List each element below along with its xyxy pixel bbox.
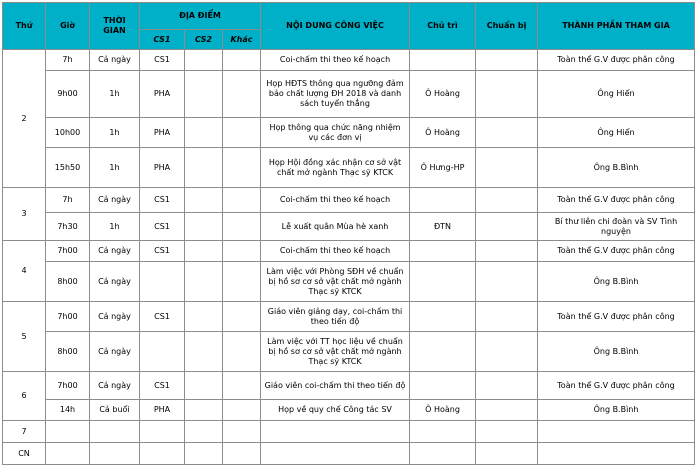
weekly-schedule-table [2, 2, 695, 465]
header-time: Giờ [46, 3, 90, 50]
duration-cell: Cả ngày [90, 241, 140, 262]
chair-cell [410, 241, 476, 262]
chair-cell: Ô Hoàng [410, 400, 476, 421]
cs1-cell: CS1 [140, 372, 185, 400]
cs2-cell [185, 118, 223, 148]
other-cell [223, 50, 261, 71]
duration-cell: Cả ngày [90, 372, 140, 400]
participants-cell [538, 443, 695, 465]
participants-cell: Toàn thể G.V được phân công [538, 50, 695, 71]
chair-cell: Ô Hoàng [410, 71, 476, 118]
chair-cell: ĐTN [410, 213, 476, 241]
time-cell: 9h00 [46, 71, 90, 118]
cs1-cell: PHA [140, 400, 185, 421]
prep-cell [476, 50, 538, 71]
day-cell: 7 [3, 421, 46, 443]
cs2-cell [185, 332, 223, 372]
prep-cell [476, 262, 538, 302]
day-cell: 2 [3, 50, 46, 188]
participants-cell: Ông Hiển [538, 118, 695, 148]
table-row [3, 302, 695, 332]
cs1-cell [140, 421, 185, 443]
other-cell [223, 188, 261, 213]
content-cell: Giáo viên coi-chấm thi theo tiến độ [261, 372, 410, 400]
time-cell: 15h50 [46, 148, 90, 188]
table-row [3, 188, 695, 213]
duration-cell: 1h [90, 71, 140, 118]
duration-cell: 1h [90, 118, 140, 148]
table-row [3, 262, 695, 302]
content-cell: Họp Hội đồng xác nhận cơ sở vật chất mở ngành Thạc sỹ KTCK [261, 148, 410, 188]
header-day: Thứ [3, 3, 46, 50]
participants-cell: Ông B.Bình [538, 332, 695, 372]
time-cell: 7h00 [46, 302, 90, 332]
time-cell: 10h00 [46, 118, 90, 148]
header-chair: Chủ trì [410, 3, 476, 50]
prep-cell [476, 443, 538, 465]
other-cell [223, 332, 261, 372]
prep-cell [476, 302, 538, 332]
content-cell [261, 421, 410, 443]
cs2-cell [185, 443, 223, 465]
duration-cell: Cả ngày [90, 262, 140, 302]
cs1-cell [140, 332, 185, 372]
participants-cell: Bí thư liên chi đoàn và SV Tình nguyện [538, 213, 695, 241]
cs2-cell [185, 71, 223, 118]
cs1-cell: CS1 [140, 302, 185, 332]
day-cell: 3 [3, 188, 46, 241]
cs1-cell: CS1 [140, 50, 185, 71]
content-cell: Họp HĐTS thông qua ngưỡng đảm bảo chất lượng ĐH 2018 và danh sách tuyển thẳng [261, 71, 410, 118]
chair-cell [410, 302, 476, 332]
chair-cell: Ô Hưng-HP [410, 148, 476, 188]
other-cell [223, 213, 261, 241]
header-preparation: Chuẩn bị [476, 3, 538, 50]
cs2-cell [185, 148, 223, 188]
chair-cell [410, 421, 476, 443]
cs2-cell [185, 372, 223, 400]
cs1-cell: PHA [140, 148, 185, 188]
content-cell: Làm việc với Phòng SĐH về chuẩn bị hồ sơ cơ sở vật chất mở ngành Thạc sỹ KTCK [261, 262, 410, 302]
other-cell [223, 302, 261, 332]
content-cell: Coi-chấm thi theo kế hoạch [261, 50, 410, 71]
time-cell: 14h [46, 400, 90, 421]
content-cell: Họp về quy chế Công tác SV [261, 400, 410, 421]
header-other: Khác [223, 30, 261, 50]
duration-cell [90, 421, 140, 443]
time-cell: 7h00 [46, 241, 90, 262]
duration-cell: Cả ngày [90, 302, 140, 332]
participants-cell: Toàn thể G.V được phân công [538, 241, 695, 262]
table-row [3, 421, 695, 443]
content-cell: Coi-chấm thi theo kế hoạch [261, 188, 410, 213]
cs2-cell [185, 302, 223, 332]
content-cell [261, 443, 410, 465]
prep-cell [476, 148, 538, 188]
duration-cell: 1h [90, 213, 140, 241]
chair-cell [410, 50, 476, 71]
prep-cell [476, 421, 538, 443]
content-cell: Lễ xuất quân Mùa hè xanh [261, 213, 410, 241]
table-row [3, 148, 695, 188]
time-cell [46, 443, 90, 465]
cs1-cell: PHA [140, 118, 185, 148]
header-duration [90, 3, 140, 50]
other-cell [223, 400, 261, 421]
duration-cell [90, 443, 140, 465]
cs1-cell: CS1 [140, 188, 185, 213]
day-cell: 5 [3, 302, 46, 372]
day-cell: CN [3, 443, 46, 465]
header-participants: THÀNH PHẦN THAM GIA [538, 3, 695, 50]
table-row [3, 118, 695, 148]
participants-cell: Toàn thể G.V được phân công [538, 372, 695, 400]
cs1-cell: PHA [140, 71, 185, 118]
cs2-cell [185, 213, 223, 241]
participants-cell: Ông B.Bình [538, 262, 695, 302]
prep-cell [476, 118, 538, 148]
participants-cell [538, 421, 695, 443]
chair-cell [410, 188, 476, 213]
cs2-cell [185, 400, 223, 421]
chair-cell [410, 372, 476, 400]
content-cell: Coi-chấm thi theo kế hoạch [261, 241, 410, 262]
content-cell: Làm việc với TT học liệu về chuẩn bị hồ sơ cơ sở vật chất mở ngành Thạc sỹ KTCK [261, 332, 410, 372]
time-cell [46, 421, 90, 443]
cs1-cell [140, 443, 185, 465]
cs1-cell [140, 262, 185, 302]
other-cell [223, 71, 261, 118]
prep-cell [476, 241, 538, 262]
table-row [3, 372, 695, 400]
participants-cell: Toàn thể G.V được phân công [538, 188, 695, 213]
chair-cell: Ô Hoàng [410, 118, 476, 148]
day-cell: 4 [3, 241, 46, 302]
cs2-cell [185, 50, 223, 71]
time-cell: 8h00 [46, 332, 90, 372]
prep-cell [476, 372, 538, 400]
other-cell [223, 118, 261, 148]
chair-cell [410, 332, 476, 372]
time-cell: 7h [46, 188, 90, 213]
chair-cell [410, 262, 476, 302]
content-cell: Họp thông qua chức năng nhiệm vụ các đơn vị [261, 118, 410, 148]
duration-cell: Cả ngày [90, 188, 140, 213]
header-location: ĐỊA ĐIỂM [140, 3, 261, 30]
prep-cell [476, 71, 538, 118]
header-cs2: CS2 [185, 30, 223, 50]
prep-cell [476, 213, 538, 241]
duration-cell: Cả ngày [90, 332, 140, 372]
participants-cell: Toàn thể G.V được phân công [538, 302, 695, 332]
header-duration-line2: GIAN [103, 26, 126, 35]
time-cell: 7h30 [46, 213, 90, 241]
content-cell: Giáo viên giảng dạy, coi-chấm thi theo tiến độ [261, 302, 410, 332]
other-cell [223, 241, 261, 262]
table-row [3, 241, 695, 262]
duration-cell: 1h [90, 148, 140, 188]
prep-cell [476, 188, 538, 213]
cs1-cell: CS1 [140, 241, 185, 262]
table-row [3, 332, 695, 372]
other-cell [223, 421, 261, 443]
table-row [3, 443, 695, 465]
cs1-cell: CS1 [140, 213, 185, 241]
cs2-cell [185, 241, 223, 262]
time-cell: 7h00 [46, 372, 90, 400]
participants-cell: Ông B.Bình [538, 400, 695, 421]
table-row [3, 213, 695, 241]
other-cell [223, 262, 261, 302]
participants-cell: Ông Hiển [538, 71, 695, 118]
cs2-cell [185, 262, 223, 302]
table-row [3, 50, 695, 71]
duration-cell: Cả ngày [90, 50, 140, 71]
time-cell: 8h00 [46, 262, 90, 302]
chair-cell [410, 443, 476, 465]
participants-cell: Ông B.Bình [538, 148, 695, 188]
header-content: NỘI DUNG CÔNG VIỆC [261, 3, 410, 50]
header-duration-line1: THỜI [103, 16, 126, 25]
table-row [3, 71, 695, 118]
time-cell: 7h [46, 50, 90, 71]
cs2-cell [185, 421, 223, 443]
prep-cell [476, 332, 538, 372]
other-cell [223, 148, 261, 188]
header-cs1: CS1 [140, 30, 185, 50]
cs2-cell [185, 188, 223, 213]
day-cell: 6 [3, 372, 46, 421]
table-row [3, 400, 695, 421]
other-cell [223, 443, 261, 465]
prep-cell [476, 400, 538, 421]
duration-cell: Cả buổi [90, 400, 140, 421]
other-cell [223, 372, 261, 400]
